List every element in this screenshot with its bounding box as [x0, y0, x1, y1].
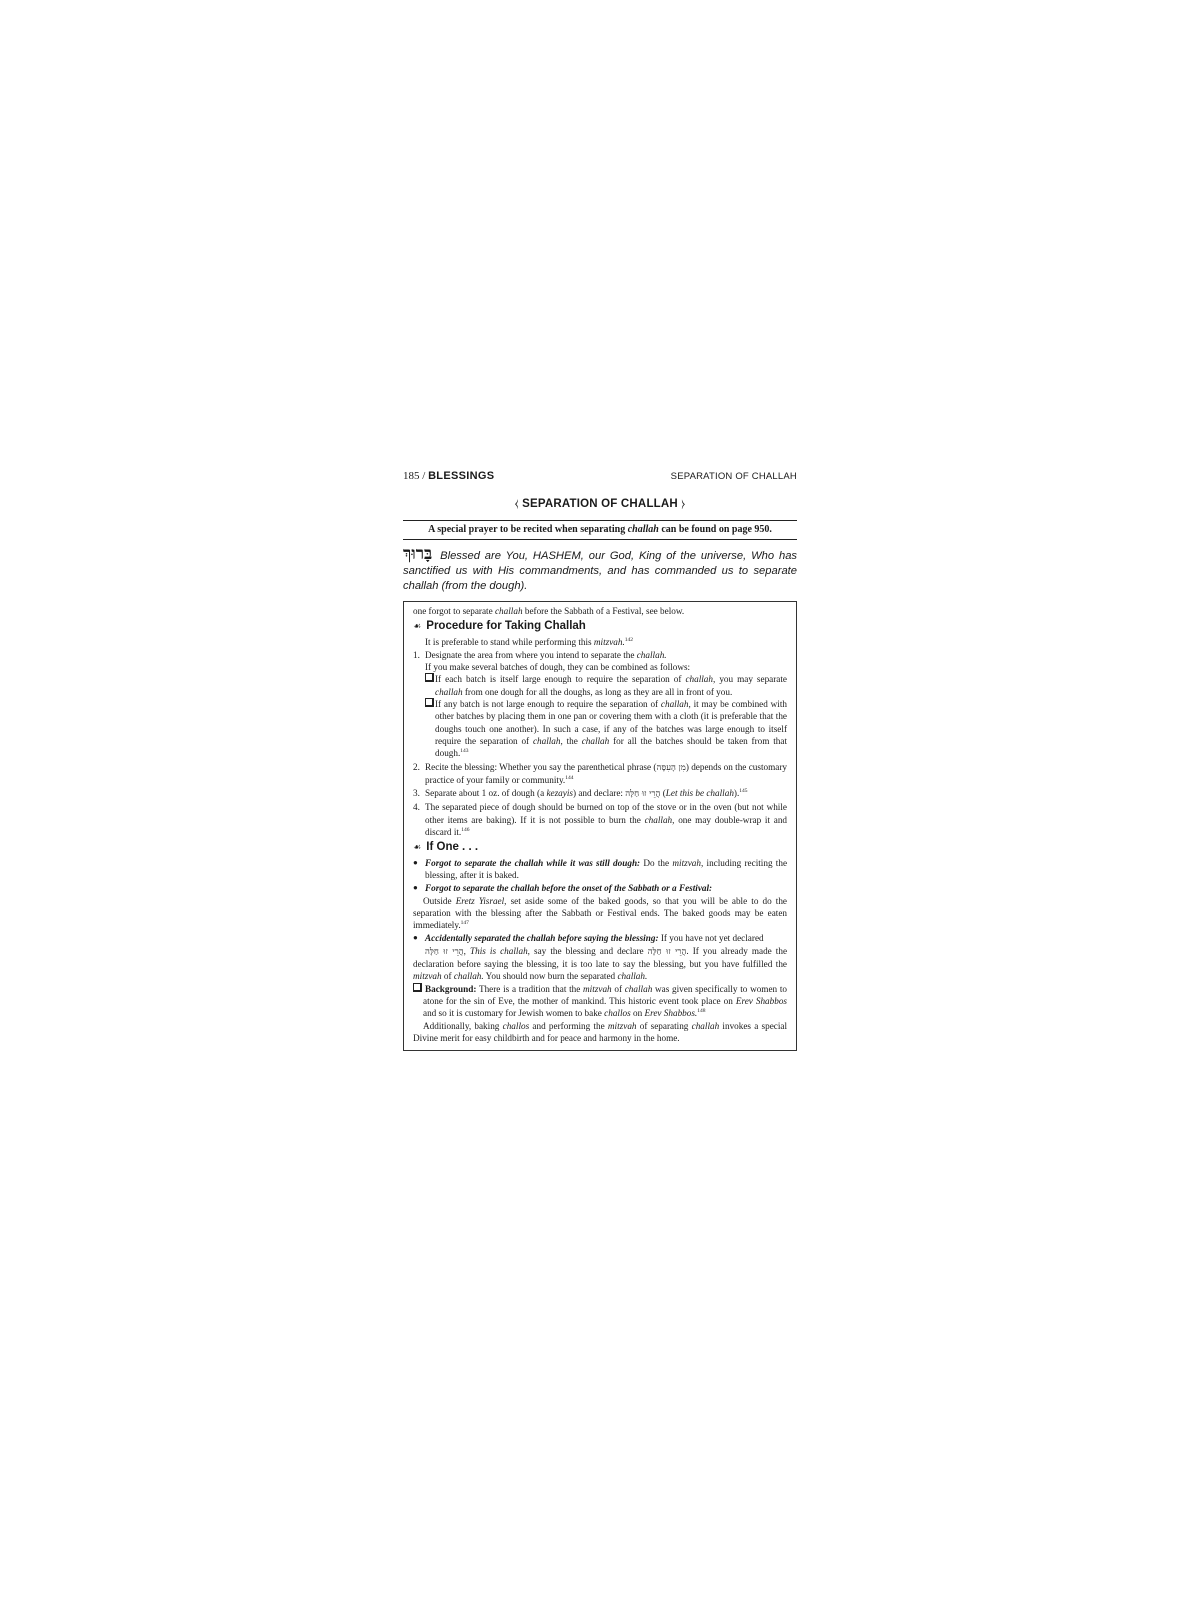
background-label: Background:: [425, 983, 477, 994]
if-one-item-1: [413, 857, 787, 882]
item3-i4: challah.: [617, 971, 648, 982]
background-paragraph-2: [413, 1020, 787, 1045]
footnote-ref: 147: [460, 920, 469, 927]
footnote-ref: 142: [624, 636, 634, 643]
book-page: [403, 470, 797, 1051]
blessing-text: [403, 544, 798, 594]
step-text: Separate about 1 oz. of dough (a kezayis) and declare: הֲרֵי זוּ חַלָּה (Let this be challah).$^{145}$: [425, 788, 748, 800]
step-text: [425, 761, 787, 787]
stand-pre: It is preferable to stand while performing this: [425, 636, 592, 647]
page-title-row: [403, 498, 797, 511]
item1-bold: Forgot to separate the challah while it was still dough:: [425, 857, 641, 868]
checkbox-bullet-icon: [425, 673, 435, 698]
opt-a-i1: challah,: [685, 674, 716, 685]
note-italic: challah: [627, 524, 659, 535]
bullet-icon: ●: [413, 883, 418, 893]
bg2-t2: and performing the: [532, 1020, 605, 1031]
section-name: BLESSINGS: [428, 470, 495, 482]
item2-post: set aside some of the baked goods, so that you will be able to do the separation with the blessing after the Sabbath or Festival ends. The baked goods may be eaten immediately.: [413, 895, 787, 931]
if-one-item-2: [413, 882, 787, 894]
step3-mid: ) and declare:: [572, 788, 623, 799]
item2-pre: Outside: [423, 895, 452, 906]
blessing-hebrew: בָּרוּךְ: [403, 544, 433, 564]
item3-mid: say the blessing and declare: [534, 945, 644, 956]
step-number: 1.: [413, 649, 420, 660]
intro-post: before the Sabbath of a Festival, see below.: [524, 606, 685, 616]
ornament-right-icon: ⧽: [681, 498, 686, 510]
item3-t3: You should now burn the separated: [485, 971, 616, 982]
step1-pre: Designate the area from where you intend to separate the: [425, 649, 635, 660]
background-paragraph: [413, 983, 787, 1020]
footnote-ref: 143: [460, 748, 469, 755]
opt-b-t3: the: [566, 735, 578, 746]
page-number: 185: [403, 470, 420, 482]
item3-hebrew1: הֲרֵי זוּ חַלָּה: [425, 946, 464, 957]
bg2-t4: invokes a special Divine merit for easy childbirth and for peace and harmony in the home.: [413, 1020, 788, 1043]
bullet-icon: ●: [413, 933, 418, 943]
item1-i1: mitzvah,: [672, 857, 704, 868]
note-bar: [403, 520, 797, 540]
step1-italic: challah.: [636, 649, 667, 660]
opt-b-i1: challah,: [660, 699, 691, 710]
item1-post: including reciting the blessing, after it is baked.: [425, 857, 788, 880]
bg-t3: was given specifically to women to atone for the sin of Eve, the mother of mankind. This historic event took place on: [423, 983, 787, 1006]
item2-bold: Forgot to separate the challah before the onset of the Sabbath or a Festival:: [425, 883, 713, 894]
bg2-t3: of separating: [639, 1020, 689, 1031]
if-one-heading: [413, 841, 787, 853]
item3-hebrew2: הֲרֵי זוּ חַלָּה: [647, 946, 687, 957]
item3-i3: challah.: [453, 971, 484, 982]
opt-b-t1: If any batch is not large enough to require the separation of: [435, 699, 659, 710]
if-one-heading-text: If One . . .: [426, 841, 479, 854]
opt-a-t2: you may separate: [719, 674, 788, 685]
item3-pre: If you have not yet declared: [660, 933, 764, 944]
footnote-ref: 144: [565, 774, 574, 781]
blessing-part1: Blessed are You,: [440, 550, 529, 562]
footnote-ref: 145: [739, 788, 748, 795]
step3-pre: Separate about 1 oz. of dough (a: [425, 788, 545, 799]
step-number: 2.: [413, 761, 420, 772]
bg-i4: challos: [604, 1008, 631, 1019]
step3-i1: kezayis: [546, 788, 573, 799]
option-text: [435, 698, 787, 759]
item2-i1: Eretz Yisrael,: [455, 895, 507, 906]
instructions-box: [403, 601, 797, 1051]
bg2-i1: challos: [502, 1020, 530, 1031]
step-number: 3.: [413, 788, 420, 799]
item-text: [425, 857, 787, 882]
bg2-t1: Additionally, baking: [423, 1020, 500, 1031]
step-number: 4.: [413, 802, 420, 813]
step-3: [413, 787, 787, 800]
opt-a-i2: challah: [435, 686, 463, 697]
item-text: [425, 882, 787, 894]
running-head-separator: /: [422, 470, 426, 482]
running-head-right: SEPARATION OF CHALLAH: [670, 471, 797, 482]
bg2-i2: mitzvah: [607, 1020, 637, 1031]
option-text: [435, 673, 787, 698]
step4-pre: The separated piece of dough should be burned on top of the stove or in the oven (but not while other items are baking). If it is not possible to burn the: [425, 802, 787, 825]
step3-i2: Let this be challah: [665, 788, 734, 799]
section-ornament-icon: ☙: [413, 842, 422, 853]
box-intro: [413, 605, 787, 617]
page-title: SEPARATION OF CHALLAH: [522, 498, 678, 510]
step-text: [425, 801, 787, 838]
item3-bold: Accidentally separated the challah before saying the blessing:: [425, 933, 659, 944]
if-one-item-2-body: [413, 895, 787, 932]
running-head-left: [403, 470, 494, 482]
step1-line2: If you make several batches of dough, they can be combined as follows:: [425, 662, 691, 673]
bg-t4: and so it is customary for Jewish women to bake: [423, 1008, 602, 1019]
step2-hebrew: מִן הָעִסָּה: [656, 762, 686, 773]
bg-i1: mitzvah: [583, 983, 612, 994]
item3-t2: of: [443, 971, 452, 982]
bullet-icon: ●: [413, 857, 418, 867]
footnote-ref: 146: [461, 826, 470, 833]
opt-a-t1: If each batch is itself large enough to require the separation of: [435, 674, 682, 685]
item3-post: If you already made the declaration before saying the blessing, it is too late to say the blessing, but you have fulfilled the: [413, 945, 788, 970]
bg-t5: on: [633, 1008, 643, 1019]
opt-a-t3: from one dough for all the doughs, as long as they are all in front of you.: [464, 686, 733, 697]
opt-b-i3: challah: [581, 735, 610, 746]
bg-t2: of: [614, 983, 623, 994]
step-1-option-a: [413, 673, 787, 698]
opt-b-t4: for all the batches should be taken from that dough.: [435, 735, 788, 759]
step-1: [413, 649, 787, 674]
section-ornament-icon: ☙: [413, 621, 422, 632]
if-one-item-3-body: הֲרֵי זוּ חַלָּה, This is challah, say the blessing and declare הֲרֵי זוּ חַלָּה. If you already made the declaration before saying the blessing, it is too late to say the blessing, but you have fulfilled the mitzvah of challah. You should now burn the separated challah.: [413, 945, 788, 982]
step-1-option-b: [413, 698, 787, 759]
checkbox-bullet-icon: [425, 698, 435, 759]
item1-pre: Do the: [643, 857, 670, 868]
item3-i2: mitzvah: [413, 971, 442, 982]
step4-i1: challah,: [644, 814, 675, 825]
note-text-end: can be found on page 950.: [661, 524, 772, 535]
checkbox-bullet-icon: [413, 983, 422, 992]
bg-i3: Erev Shabbos: [735, 995, 787, 1006]
footnote-ref: 148: [697, 1008, 706, 1015]
step2-post: ) depends on the customary practice of your family or community.: [425, 761, 787, 785]
procedure-heading-text: Procedure for Taking Challah: [426, 620, 586, 633]
stand-note: [413, 636, 787, 648]
bg2-i3: challah: [691, 1020, 720, 1031]
step2-pre: Recite the blessing: Whether you say the parenthetical phrase (: [425, 761, 657, 772]
note-text: A special prayer to be recited when separating: [428, 524, 626, 535]
step3-hebrew: הֲרֵי זוּ חַלָּה: [625, 789, 661, 800]
ornament-left-icon: ⧼: [514, 498, 519, 510]
item3-i1: This is challah,: [470, 945, 530, 956]
opt-b-i2: challah,: [532, 735, 563, 746]
stand-italic: mitzvah.: [593, 636, 625, 647]
step-2: [413, 761, 787, 787]
step-text: [425, 649, 787, 674]
step3-post: ).: [733, 788, 740, 799]
blessing-part2: , our God, King of the universe, Who has sanctified us with His commandments, and has commanded us to separate challah (from the dough).: [403, 550, 798, 592]
running-head: [403, 470, 797, 482]
blessing-hashem: HASHEM: [532, 550, 581, 562]
bg-i2: challah: [624, 983, 653, 994]
step4-post: one may double-wrap it and discard it.: [425, 814, 788, 838]
if-one-item-3: [413, 932, 787, 944]
step-4: [413, 801, 787, 838]
procedure-heading: [413, 620, 787, 632]
intro-pre: one forgot to separate: [413, 606, 493, 616]
opt-b-t2: it may be combined with other batches by placing them in one pan or covering them with a cloth (it is preferable that the doughs touch one another). In such a case, if any of the batches was large enough to itself require the separation of: [435, 699, 787, 746]
bg-i5: Erev Shabbos.: [644, 1008, 698, 1019]
intro-italic: challah: [494, 606, 523, 616]
item-text: [425, 932, 787, 944]
bg-t1: There is a tradition that the: [478, 983, 581, 994]
